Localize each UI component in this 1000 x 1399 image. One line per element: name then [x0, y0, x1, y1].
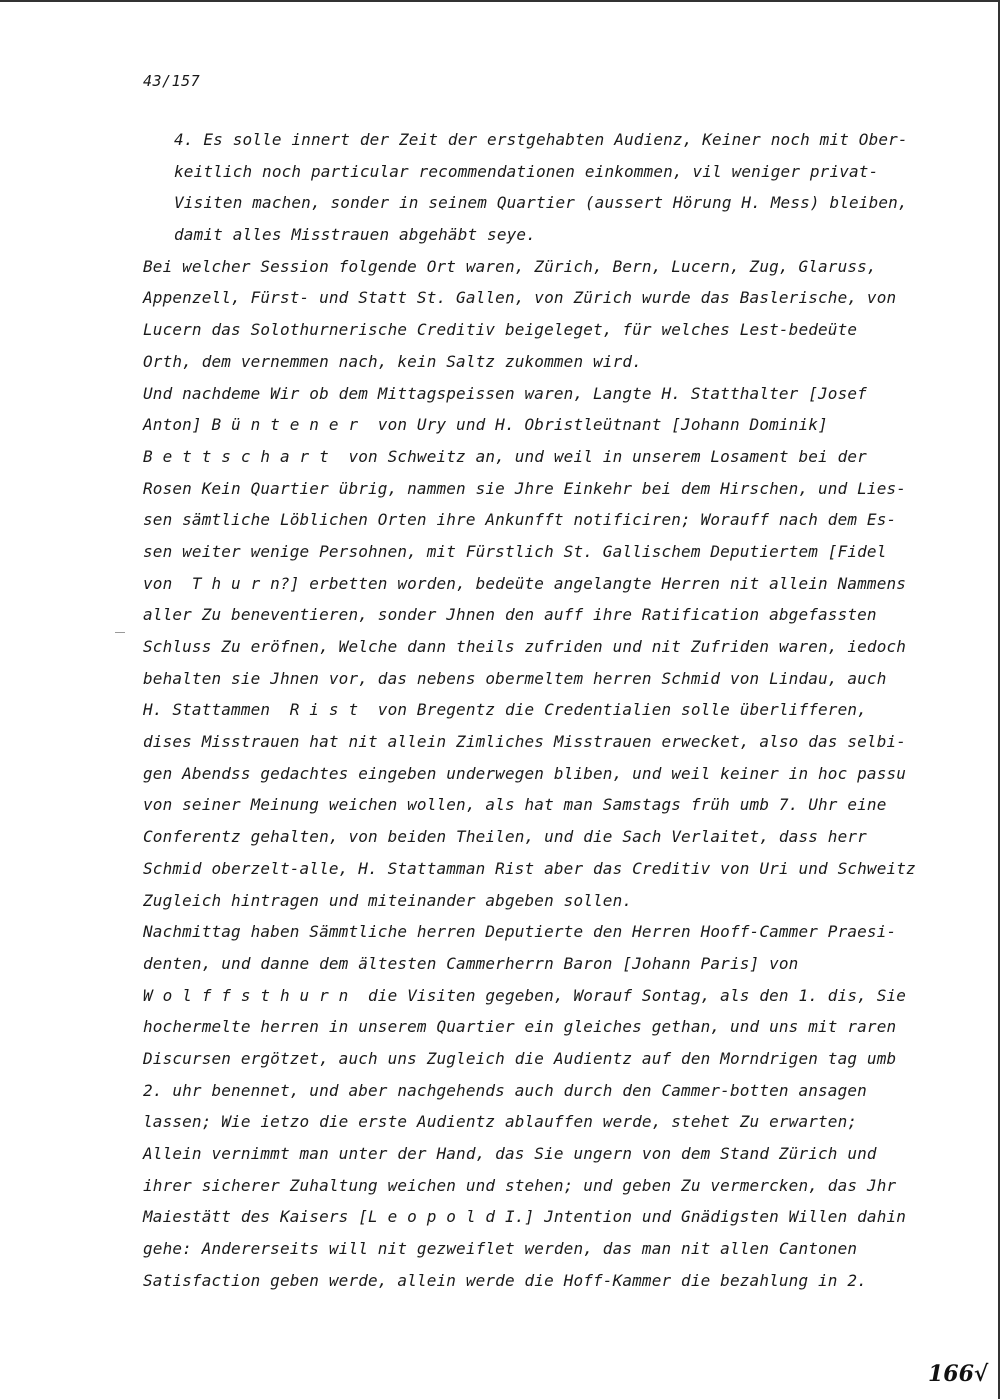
text-line: Maiestätt des Kaisers [L e o p o l d I.] Jntention und Gnädigsten Willen dahin — [143, 1207, 907, 1227]
page-number: 43/157 — [143, 72, 201, 90]
text-line: Orth, dem vernemmen nach, kein Saltz zukommen wird. — [143, 351, 642, 371]
text-line: denten, und danne dem ältesten Cammerherrn Baron [Johann Paris] von — [143, 953, 799, 973]
page-top-border — [0, 0, 1000, 2]
text-line: 4. Es solle innert der Zeit der erstgehabten Audienz, Keiner noch mit Ober- — [174, 130, 908, 149]
document-body — [143, 124, 943, 1296]
text-line: Appenzell, Fürst- und Statt St. Gallen, von Zürich wurde das Baslerische, von — [143, 288, 897, 308]
text-line: Nachmittag haben Sämmtliche herren Deputierte den Herren Hooff-Cammer Praesi- — [143, 922, 897, 942]
text-line: dises Misstrauen hat nit allein Zimliches Misstrauen erwecket, also das selbi- — [143, 732, 907, 752]
text-line: gen Abendss gedachtes eingeben underwegen bliben, und weil keiner in hoc passu — [143, 763, 907, 783]
text-line: lassen; Wie ietzo die erste Audientz ablauffen werde, stehet Zu erwarten; — [143, 1112, 858, 1132]
text-line: Und nachdeme Wir ob dem Mittagspeissen waren, Langte H. Statthalter [Josef — [143, 383, 867, 403]
text-line: Schmid oberzelt-alle, H. Stattamman Rist aber das Creditiv von Uri und Schweitz — [143, 858, 916, 878]
text-line: Lucern das Solothurnerische Creditiv beigeleget, für welches Lest-bedeüte — [143, 320, 858, 340]
text-line: gehe: Andererseits will nit gezweiflet werden, das man nit allen Cantonen — [143, 1239, 858, 1259]
text-line: Discursen ergötzet, auch uns Zugleich die Audientz auf den Morndrigen tag umb — [143, 1048, 897, 1068]
text-line: W o l f f s t h u r n die Visiten gegeben, Worauf Sontag, als den 1. dis, Sie — [143, 985, 907, 1005]
text-line: sen sämtliche Löblichen Orten ihre Ankunfft notificiren; Worauff nach dem Es- — [143, 510, 897, 530]
text-line: Anton] B ü n t e n e r von Ury und H. Obristleütnant [Johann Dominik] — [143, 415, 828, 435]
text-line: behalten sie Jhnen vor, das nebens obermeltem herren Schmid von Lindau, auch — [143, 668, 887, 688]
text-line: Conferentz gehalten, von beiden Theilen, und die Sach Verlaitet, dass herr — [143, 827, 867, 847]
handwritten-folio-number: 166√ — [928, 1361, 989, 1387]
text-line: Satisfaction geben werde, allein werde die Hoff-Kammer die bezahlung in 2. — [143, 1270, 867, 1290]
text-line: keitlich noch particular recommendationen einkommen, vil weniger privat- — [174, 161, 879, 181]
text-line: hochermelte herren in unserem Quartier ein gleiches gethan, und uns mit raren — [143, 1017, 897, 1037]
text-line: Allein vernimmt man unter der Hand, das Sie ungern von dem Stand Zürich und — [143, 1144, 877, 1163]
text-line: ihrer sicherer Zuhaltung weichen und stehen; und geben Zu vermercken, das Jhr — [143, 1175, 897, 1195]
text-line: B e t t s c h a r t von Schweitz an, und weil in unserem Losament bei der — [143, 446, 867, 466]
text-line: sen weiter wenige Persohnen, mit Fürstlich St. Gallischem Deputiertem [Fidel — [143, 541, 887, 561]
text-line: Rosen Kein Quartier übrig, nammen sie Jhre Einkehr bei dem Hirschen, und Lies- — [143, 478, 907, 498]
margin-mark — [115, 632, 125, 633]
text-line: 2. uhr benennet, und aber nachgehends auch durch den Cammer-botten ansagen — [143, 1080, 867, 1100]
text-line: von seiner Meinung weichen wollen, als hat man Samstags früh umb 7. Uhr eine — [143, 795, 887, 815]
text-line: von T h u r n?] erbetten worden, bedeüte angelangte Herren nit allein Nammens — [143, 573, 907, 593]
text-line: Visiten machen, sonder in seinem Quartier (aussert Hörung H. Mess) bleiben, — [174, 193, 908, 213]
text-line: H. Stattammen R i s t von Bregentz die Credentialien solle überlifferen, — [143, 700, 867, 720]
text-line: Bei welcher Session folgende Ort waren, Zürich, Bern, Lucern, Zug, Glaruss, — [143, 256, 877, 276]
text-line: Zugleich hintragen und miteinander abgeben sollen. — [143, 890, 633, 910]
text-line: damit alles Misstrauen abgehäbt seye. — [174, 225, 536, 245]
text-line: Schluss Zu eröfnen, Welche dann theils zufriden und nit Zufriden waren, iedoch — [143, 637, 907, 656]
text-line: aller Zu beneventieren, sonder Jhnen den auff ihre Ratification abgefassten — [143, 605, 877, 625]
